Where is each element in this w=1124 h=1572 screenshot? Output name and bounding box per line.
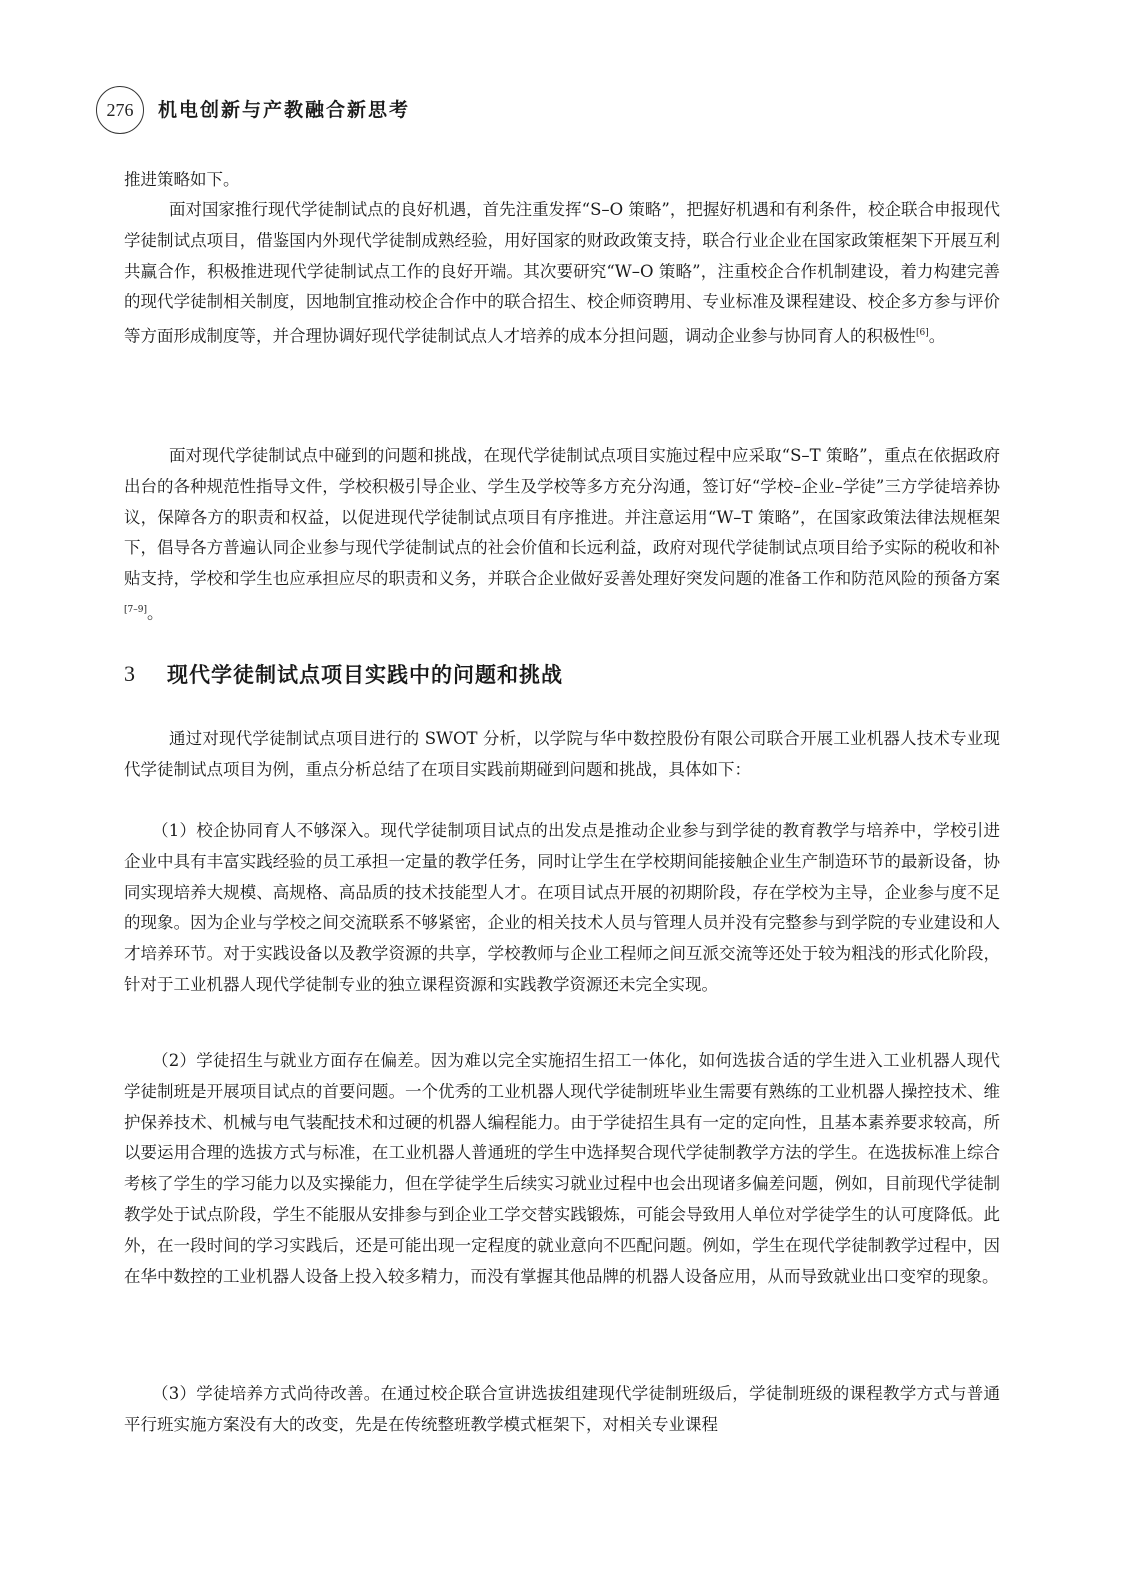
paragraph-st-wt-strategy — [124, 441, 1000, 629]
list-item-2 — [124, 1046, 1000, 1292]
page-number-badge: 276 — [96, 86, 144, 134]
paragraph-end: 。 — [146, 603, 164, 623]
paragraph-text: （1）校企协同育人不够深入。现代学徒制项目试点的出发点是推动企业参与到学徒的教育教学与培养中，学校引进企业中具有丰富实践经验的员工承担一定量的教学任务，同时让学生在学校期间能接触企业生产制造环节的最新设备，协同实现培养大规模、高规格、高品质的技术技能型人才。在项目试点开展的初期阶段，存在学校为主导，企业参与度不足的现象。因为企业与学校之间交流联系不够紧密，企业的相关技术人员与管理人员并没有完整参与到学院的专业建设和人才培养环节。对于实践设备以及教学资源的共享，学校教师与企业工程师之间互派交流等还处于较为粗浅的形式化阶段，针对于工业机器人现代学徒制专业的独立课程资源和实践教学资源还未完全实现。 — [124, 821, 1000, 994]
paragraph-text: （2）学徒招生与就业方面存在偏差。因为难以完全实施招生招工一体化，如何选拔合适的学生进入工业机器人现代学徒制班是开展项目试点的首要问题。一个优秀的工业机器人现代学徒制班毕业生需要有熟练的工业机器人操控技术、维护保养技术、机械与电气装配技术和过硬的机器人编程能力。由于学徒招生具有一定的定向性，且基本素养要求较高，所以要运用合理的选拔方式与标准，在工业机器人普通班的学生中选择契合现代学徒制教学方法的学生。在选拔标准上综合考核了学生的学习能力以及实操能力，但在学徒学生后续实习就业过程中也会出现诸多偏差问题，例如，目前现代学徒制教学处于试点阶段，学生不能服从安排参与到企业工学交替实践锻炼，可能会导致用人单位对学徒学生的认可度降低。此外，在一段时间的学习实践后，还是可能出现一定程度的就业意向不匹配问题。例如，学生在现代学徒制教学过程中，因在华中数控的工业机器人设备上投入较多精力，而没有掌握其他品牌的机器人设备应用，从而导致就业出口变窄的现象。 — [124, 1051, 1000, 1286]
list-item-3 — [124, 1379, 1000, 1441]
running-title: 机电创新与产教融合新思考 — [158, 99, 411, 121]
citation-ref: [6] — [916, 328, 929, 339]
paragraph-end: 。 — [928, 326, 946, 346]
paragraph-continuation — [124, 165, 1000, 196]
section-title: 现代学徒制试点项目实践中的问题和挑战 — [167, 663, 563, 687]
list-item-1 — [124, 816, 1000, 1001]
paragraph-text: 面对现代学徒制试点中碰到的问题和挑战，在现代学徒制试点项目实施过程中应采取“S–T 策略”，重点在依据政府出台的各种规范性指导文件，学校积极引导企业、学生及学校等多方充分沟通，签订好“学校–企业–学徒”三方学徒培养协议，保障各方的职责和权益，以促进现代学徒制试点项目有序推进。并注意运用“W–T 策略”，在国家政策法律法规框架下，倡导各方普遍认同企业参与现代学徒制试点的社会价值和长远利益，政府对现代学徒制试点项目给予实际的税收和补贴支持，学校和学生也应承担应尽的职责和义务，并联合企业做好妥善处理好突发问题的准备工作和防范风险的预备方案 — [124, 446, 1000, 589]
paragraph-text: （3）学徒培养方式尚待改善。在通过校企联合宣讲选拔组建现代学徒制班级后，学徒制班级的课程教学方式与普通平行班实施方案没有大的改变，先是在传统整班教学模式框架下，对相关专业课程 — [124, 1384, 1000, 1434]
section-number: 3 — [124, 661, 135, 686]
paragraph-swot-intro — [124, 724, 1000, 786]
section-heading — [124, 659, 1000, 699]
paragraph-so-wo-strategy — [124, 195, 1000, 352]
paragraph-text: 面对国家推行现代学徒制试点的良好机遇，首先注重发挥“S–O 策略”，把握好机遇和有利条件，校企联合申报现代学徒制试点项目，借鉴国内外现代学徒制成熟经验，用好国家的财政政策支持，联合行业企业在国家政策框架下开展互利共赢合作，积极推进现代学徒制试点工作的良好开端。其次要研究“W–O 策略”，注重校企合作机制建设，着力构建完善的现代学徒制相关制度，因地制宜推动校企合作中的联合招生、校企师资聘用、专业标准及课程建设、校企多方参与评价等方面形成制度等，并合理协调好现代学徒制试点人才培养的成本分担问题，调动企业参与协同育人的积极性 — [124, 200, 1000, 346]
citation-ref: [7–9] — [124, 604, 147, 615]
paragraph-text: 通过对现代学徒制试点项目进行的 SWOT 分析，以学院与华中数控股份有限公司联合开展工业机器人技术专业现代学徒制试点项目为例，重点分析总结了在项目实践前期碰到问题和挑战，具体如下： — [124, 729, 1000, 779]
paragraph-text: 推进策略如下。 — [124, 170, 240, 189]
